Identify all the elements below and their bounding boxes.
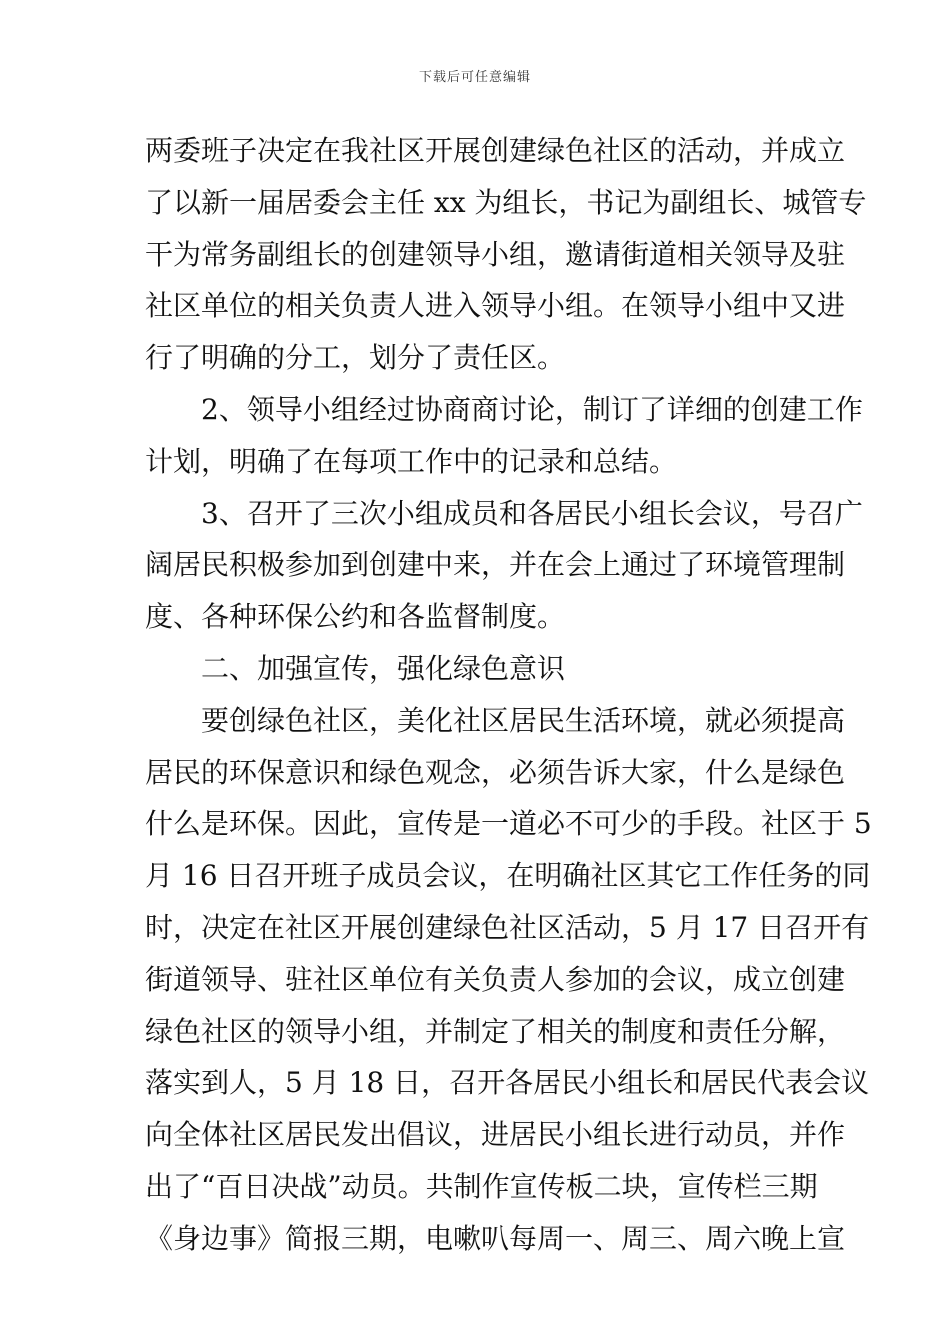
text-line: 社区单位的相关负责人进入领导小组。在领导小组中又进 (145, 289, 846, 323)
text-line: 《身边事》简报三期，电嗽叭每周一、周三、周六晚上宣 (145, 1221, 846, 1255)
text-line: 计划，明确了在每项工作中的记录和总结。 (145, 444, 678, 478)
text-line: 街道领导、驻社区单位有关负责人参加的会议，成立创建 (145, 962, 846, 996)
text-line: 度、各种环保公约和各监督制度。 (145, 600, 566, 634)
document-body (145, 128, 872, 1268)
text-line: 时，决定在社区开展创建绿色社区活动，5 月 17 日召开有 (145, 910, 870, 944)
text-line: 要创绿色社区，美化社区居民生活环境，就必须提高 (201, 703, 846, 737)
text-line: 阔居民积极参加到创建中来，并在会上通过了环境管理制 (145, 548, 846, 582)
text-line: 两委班子决定在我社区开展创建绿色社区的活动，并成立 (145, 134, 846, 167)
text-line: 干为常务副组长的创建领导小组，邀请街道相关领导及驻 (145, 237, 846, 271)
text-line: 向全体社区居民发出倡议，进居民小组长进行动员，并作 (145, 1118, 846, 1152)
page-header-note: 下载后可任意编辑 (418, 70, 531, 85)
text-line: 3、召开了三次小组成员和各居民小组长会议，号召广 (201, 496, 863, 530)
text-line: 什么是环保。因此，宣传是一道必不可少的手段。社区于 5 (145, 807, 872, 841)
section-heading: 二、加强宣传，强化绿色意识 (201, 651, 566, 685)
text-line: 月 16 日召开班子成员会议，在明确社区其它工作任务的同 (145, 859, 871, 893)
text-line: 出了“百日决战”动员。共制作宣传板二块，宣传栏三期 (145, 1169, 818, 1203)
text-line: 了以新一届居委会主任 xx 为组长，书记为副组长、城管专 (145, 185, 867, 219)
text-line: 绿色社区的领导小组，并制定了相关的制度和责任分解， (145, 1014, 846, 1048)
text-line: 居民的环保意识和绿色观念，必须告诉大家，什么是绿色 (145, 755, 846, 789)
text-line: 行了明确的分工，划分了责任区。 (145, 341, 566, 375)
text-line: 落实到人，5 月 18 日，召开各居民小组长和居民代表会议 (145, 1066, 870, 1100)
text-line: 2、领导小组经过协商商讨论，制订了详细的创建工作 (201, 392, 863, 426)
